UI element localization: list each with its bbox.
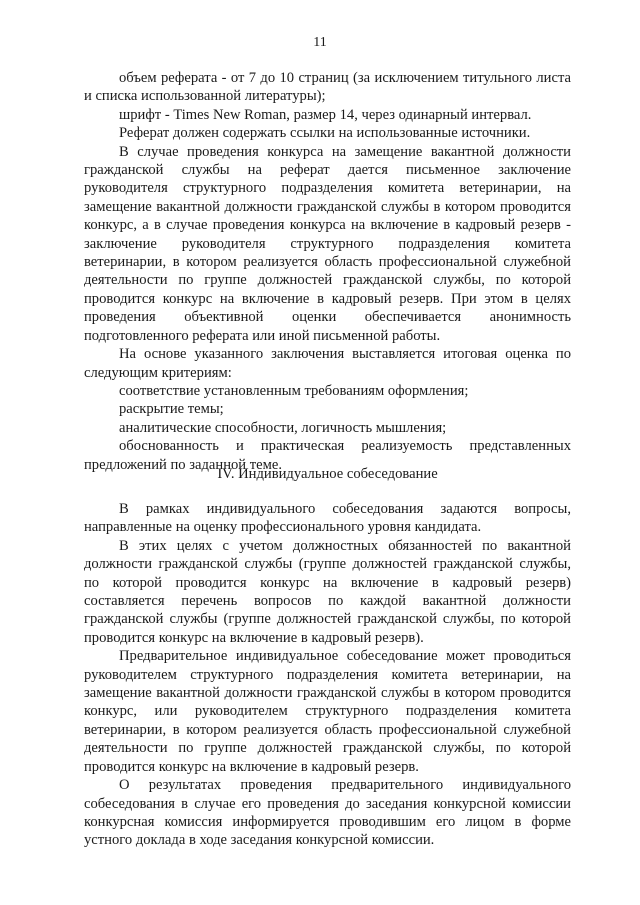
page-number: 11 — [313, 35, 327, 50]
criterion-formatting: соответствие установленным требованиям оформления; — [119, 382, 469, 399]
paragraph-criteria-intro: На основе указанного заключения выставляется итоговая оценка по следующим критериям: — [84, 346, 571, 381]
criterion-topic: раскрытие темы; — [119, 401, 224, 418]
paragraph-interview-questions: В рамках индивидуального собеседования задаются вопросы, направленные на оценку профессионального уровня кандидата. — [84, 501, 571, 536]
paragraph-preliminary-interview: Предварительное индивидуальное собеседование может проводиться руководителем структурного подразделения комитета ветеринарии, на замещение вакантной должности гражданской службы в котором проводится конкурс, или руководителем структурного подразделения комитета ветеринарии, в котором реализуется область профессиональной служебной деятельности по группе должностей гражданской службы, по которой проводится конкурс на включение в кадровый резерв. — [84, 648, 571, 775]
paragraph-volume: объем реферата - от 7 до 10 страниц (за исключением титульного листа и списка использованной литературы); — [84, 70, 571, 105]
paragraph-font: шрифт - Times New Roman, размер 14, через одинарный интервал. — [119, 106, 532, 123]
section-four-body — [84, 500, 571, 850]
paragraph-references: Реферат должен содержать ссылки на использованные источники. — [119, 125, 531, 142]
criterion-analytics: аналитические способности, логичность мышления; — [119, 419, 447, 436]
criterion-feasibility: обоснованность и практическая реализуемость представленных предложений по заданной теме. — [84, 438, 571, 473]
paragraph-review-conclusion: В случае проведения конкурса на замещение вакантной должности гражданской службы на реферат дается письменное заключение руководителя структурного подразделения комитета ветеринарии, на замещение вакантной должности гражданской службы в котором проводится конкурс, а в случае проведения конкурса на включение в кадровый резерв - заключение руководителя структурного подразделения комитета ветеринарии, в котором реализуется область профессиональной служебной деятельности по группе должностей гражданской службы, по которой проводится конкурс на включение в кадровый резерв. При этом в целях проведения объективной оценки обеспечивается анонимность подготовленного реферата или иной письменной работы. — [84, 143, 571, 344]
section-three-continuation — [84, 69, 571, 474]
section-heading: IV. Индивидуальное собеседование — [217, 466, 438, 482]
paragraph-question-list: В этих целях с учетом должностных обязанностей по вакантной должности гражданской службы (группе должностей гражданской службы, по которой проводится конкурс на включение в кадровый резерв) составляется перечень вопросов по каждой вакантной должности гражданской службы (группе должностей гражданской службы, по которой проводится конкурс на включение в кадровый резерв). — [84, 537, 571, 646]
paragraph-interview-results: О результатах проведения предварительного индивидуального собеседования в случае его проведения до заседания конкурсной комиссии конкурсная комиссия информируется проводившим его лицом в форме устного доклада в ходе заседания конкурсной комиссии. — [84, 777, 571, 849]
